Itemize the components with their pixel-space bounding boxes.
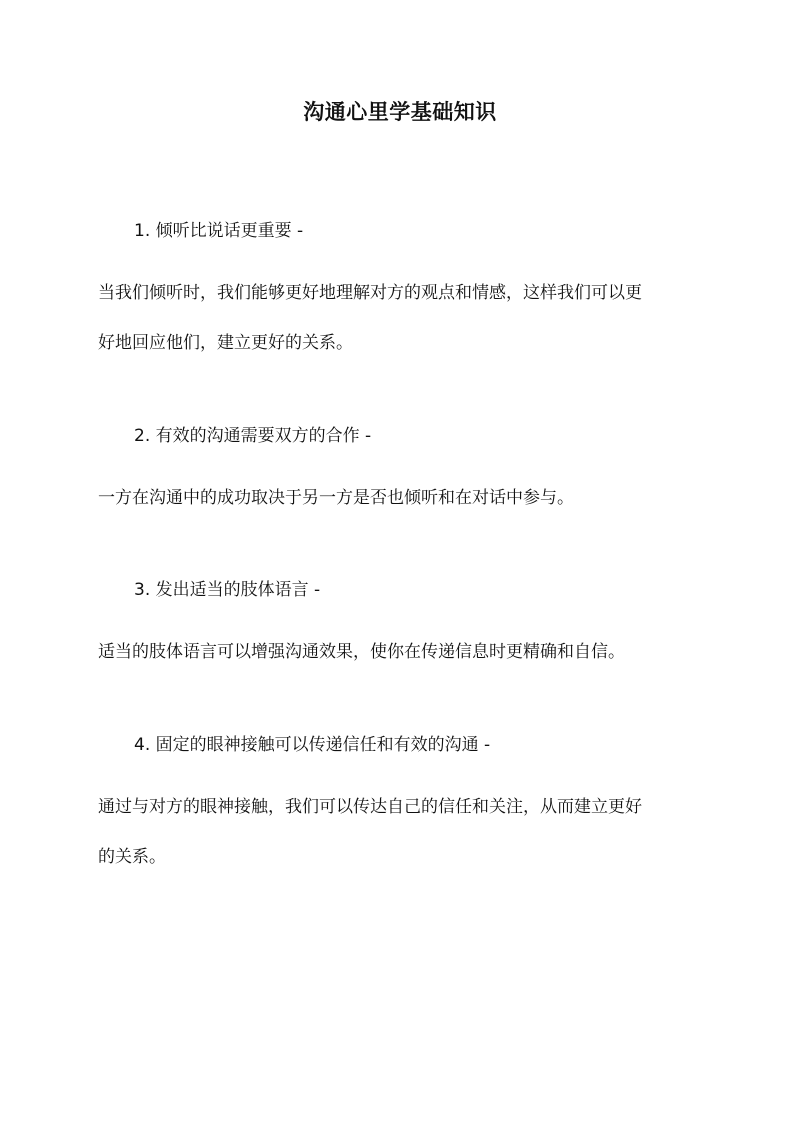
section-heading: 4. 固定的眼神接触可以传递信任和有效的沟通 -	[134, 735, 491, 755]
section-body	[98, 268, 708, 368]
body-line: 当我们倾听时，我们能够更好地理解对方的观点和情感，这样我们可以更	[98, 283, 642, 303]
body-line: 一方在沟通中的成功取决于另一方是否也倾听和在对话中参与。	[98, 488, 574, 508]
body-line: 适当的肢体语言可以增强沟通效果，使你在传递信息时更精确和自信。	[98, 642, 625, 662]
document-title: 沟通心里学基础知识	[303, 99, 497, 124]
section-heading: 2. 有效的沟通需要双方的合作 -	[134, 426, 372, 446]
section-2	[98, 422, 708, 523]
section-body	[98, 627, 708, 677]
section-body	[98, 473, 708, 523]
body-line: 好地回应他们，建立更好的关系。	[98, 333, 353, 353]
section-1	[98, 217, 708, 368]
section-4	[98, 731, 708, 882]
section-heading: 3. 发出适当的肢体语言 -	[134, 580, 321, 600]
section-heading: 1. 倾听比说话更重要 -	[134, 221, 304, 241]
section-3	[98, 576, 708, 677]
body-line: 通过与对方的眼神接触，我们可以传达自己的信任和关注，从而建立更好	[98, 797, 642, 817]
body-line: 的关系。	[98, 847, 166, 867]
section-body	[98, 782, 708, 882]
